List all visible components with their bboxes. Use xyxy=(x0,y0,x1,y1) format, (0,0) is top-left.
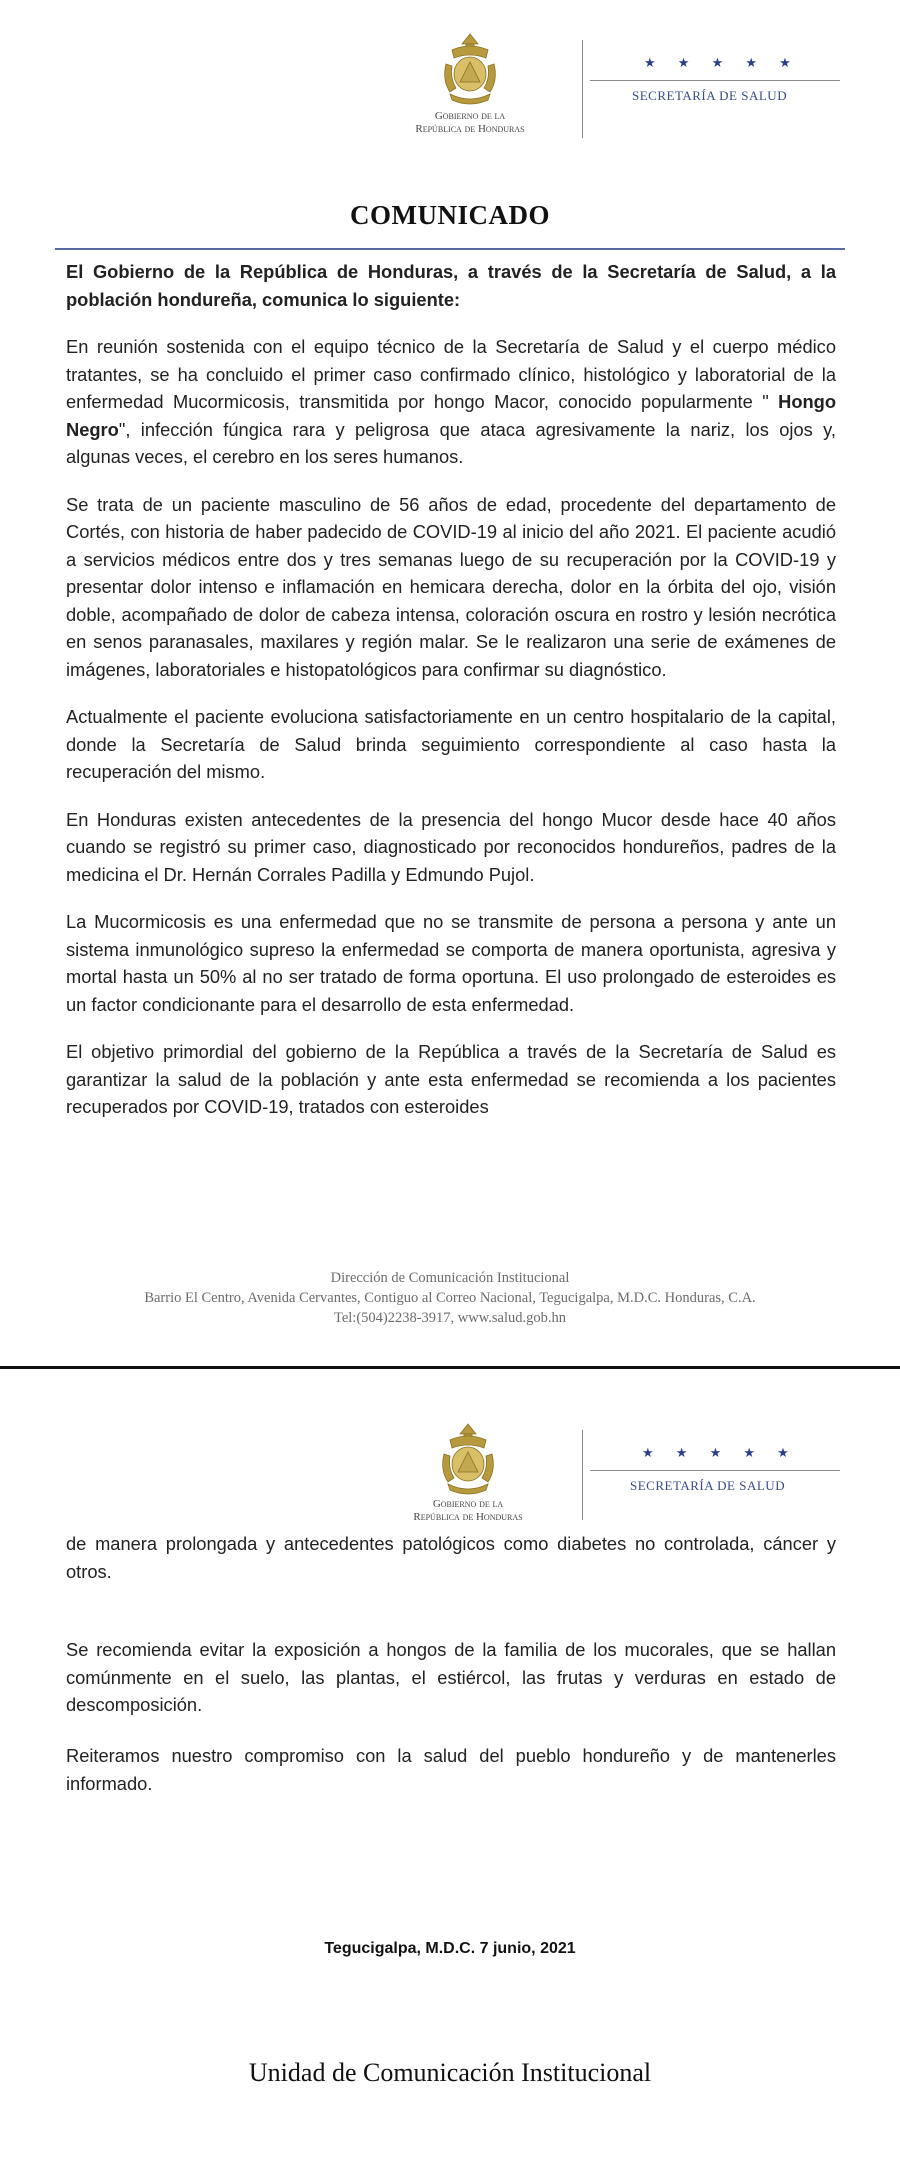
paragraph-3: Actualmente el paciente evoluciona satisfactoriamente en un centro hospitalario de la capital, donde la Secretaría de Salud brinda seguimiento correspondiente al caso hasta la recuperación del mismo. xyxy=(66,706,836,782)
footer-department: Dirección de Comunicación Institucional xyxy=(330,1270,570,1286)
secretaria-name: SECRETARÍA DE SALUD xyxy=(632,88,788,103)
closing-paragraph xyxy=(66,1742,836,1797)
coat-of-arms-icon xyxy=(434,1420,502,1500)
paragraph-1-text-a: En reunión sostenida con el equipo técnico de la Secretaría de Salud y el cuerpo médico tratantes, se ha concluido el primer caso confirmado clínico, histológico y laboratorial de la enfermedad Mucormicosis, transmitida por hongo Macor, conocido popularmente " xyxy=(66,336,836,412)
coat-of-arms-icon xyxy=(436,30,504,110)
recommendation-paragraph xyxy=(66,1636,836,1719)
stars-text: ★ ★ ★ ★ ★ xyxy=(642,1446,798,1461)
document-page-2 xyxy=(0,1370,900,2166)
paragraph-1 xyxy=(66,333,836,471)
government-line-2: República de Honduras xyxy=(415,123,525,135)
government-line-1: Gobierno de la xyxy=(434,110,506,122)
page-separator xyxy=(0,1366,900,1369)
signature-unit: Unidad de Comunicación Institucional xyxy=(248,2058,652,2087)
paragraph-2: Se trata de un paciente masculino de 56 años de edad, procedente del departamento de Cortés, con historia de haber padecido de COVID-19 al inicio del año 2021. El paciente acudió a servicios médicos entre dos y tres semanas luego de su recuperación por la COVID-19 y presentar dolor intenso e inflamación en hemicara derecha, dolor en la órbita del ojo, visión doble, acompañado de dolor de cabeza intensa, coloración oscura en rostro y lesión necrótica en senos paranasales, maxilares y región malar. Se le realizaron una serie de exámenes de imágenes, laboratoriales e histopatológicos para confirmar su diagnóstico. xyxy=(66,493,836,680)
stars-decoration xyxy=(642,1446,798,1461)
header-rule xyxy=(590,80,840,81)
paragraph-5: La Mucormicosis es una enfermedad que no se transmite de persona a persona y ante un sistema inmunológico supreso la enfermedad se comporta de manera oportunista, agresiva y mortal hasta un 50% al no ser tratado de forma oportuna. El uso prolongado de esteroides es un factor condicionante para el desarrollo de esta enfermedad. xyxy=(66,911,836,1015)
paragraph-9: Reiteramos nuestro compromiso con la salud del pueblo hondureño y de mantenerles informado. xyxy=(66,1745,836,1794)
intro-paragraph: El Gobierno de la República de Honduras, a través de la Secretaría de Salud, a la población hondureña, comunica lo siguiente: xyxy=(66,261,836,310)
paragraph-6: El objetivo primordial del gobierno de la República a través de la Secretaría de Salud es garantizar la salud de la población y ante esta enfermedad se recomienda a los pacientes recuperados por COVID-19, tratados con esteroides xyxy=(66,1041,836,1117)
footer-contact: Tel:(504)2238-3917, www.salud.gob.hn xyxy=(333,1310,567,1326)
government-name xyxy=(380,110,560,136)
secretaria-name: SECRETARÍA DE SALUD xyxy=(630,1478,786,1493)
header-divider xyxy=(582,40,583,138)
header-rule xyxy=(590,1470,840,1471)
page-footer xyxy=(0,1268,900,1328)
paragraph-8: Se recomienda evitar la exposición a hongos de la familia de los mucorales, que se hallan comúnmente en el suelo, las plantas, el estiércol, las frutas y verduras en estado de descomposición. xyxy=(66,1639,836,1715)
government-name xyxy=(378,1498,558,1524)
stars-decoration xyxy=(644,56,800,71)
page-title: COMUNICADO xyxy=(350,200,550,230)
stars-text: ★ ★ ★ ★ ★ xyxy=(644,56,800,71)
title-underline xyxy=(55,248,845,250)
footer-address: Barrio El Centro, Avenida Cervantes, Contiguo al Correo Nacional, Tegucigalpa, M.D.C. Honduras, C.A. xyxy=(144,1290,756,1306)
government-line-1: Gobierno de la xyxy=(432,1498,504,1510)
header-divider xyxy=(582,1430,583,1520)
paragraph-7: de manera prolongada y antecedentes patológicos como diabetes no controlada, cáncer y otros. xyxy=(66,1533,836,1582)
date-location: Tegucigalpa, M.D.C. 7 junio, 2021 xyxy=(324,1940,576,1957)
continuation-paragraph xyxy=(66,1530,836,1585)
hongo-negro-bold: Hongo Negro xyxy=(66,391,837,440)
paragraph-4: En Honduras existen antecedentes de la presencia del hongo Mucor desde hace 40 años cuando se registró su primer caso, diagnosticado por reconocidos hondureños, padres de la medicina el Dr. Hernán Corrales Padilla y Edmundo Pujol. xyxy=(66,808,836,885)
government-line-2: República de Honduras xyxy=(413,1511,523,1523)
body-text xyxy=(66,258,836,1141)
paragraph-1-text-b: ", infección fúngica rara y peligrosa que ataca agresivamente la nariz, los ojos y, algunas veces, el cerebro en los seres humanos. xyxy=(66,418,836,467)
